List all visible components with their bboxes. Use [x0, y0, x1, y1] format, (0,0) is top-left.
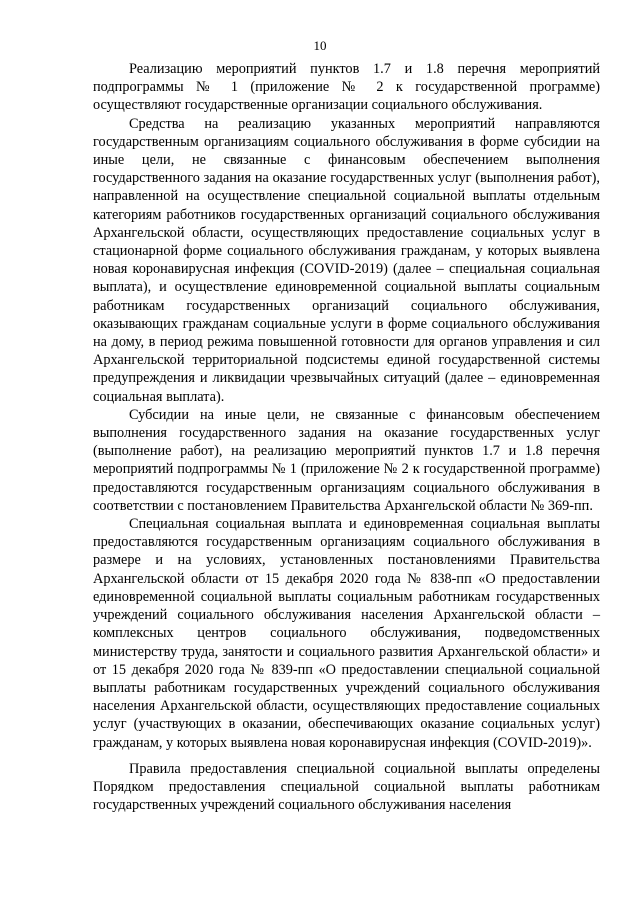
- paragraph-payment-rules: Правила предоставления специальной социальной выплаты определены Порядком предоставления специальной социальной выплаты работникам государственных учреждений социального обслуживания населения: [93, 760, 600, 814]
- paragraph-payment-conditions: Специальная социальная выплата и единовременная социальная выплаты предоставляются государственным организациям социального обслуживания в размере и на условиях, установленных постановлениями Правительства Архангельской области от 15 декабря 2020 года № 838-пп «О предоставлении единовременной социальной выплаты социальным работникам государственных учреждений социального обслуживания населения Архангельской области – комплексных центров социального обслуживания, подведомственных министерству труда, занятости и социального развития Архангельской области» и от 15 декабря 2020 года № 839-пп «О предоставлении специальной социальной выплаты работникам государственных учреждений социального обслуживания населения Архангельской области, осуществляющих предоставление социальных услуг (участвующих в оказании, обеспечивающих оказание социальных услуг) гражданам, у которых выявлена новая коронавирусная инфекция (COVID-2019)».: [93, 516, 600, 751]
- paragraph-funds-allocation: Средства на реализацию указанных мероприятий направляются государственным организациям социального обслуживания в форме субсидии на иные цели, не связанные с финансовым обеспечением выполнения государственного задания на оказание государственных услуг (выполнения работ), направленной на осуществление специальной социальной выплаты отдельным категориям работников государственных организаций социального обслуживания Архангельской области, осуществляющих предоставление социальных услуг в стационарной форме социального обслуживания гражданам, у которых выявлена новая коронавирусная инфекция (COVID-2019) (далее – специальная социальная выплата), и осуществление единовременной социальной выплаты социальным работникам государственных организаций социального обслуживания, оказывающих гражданам социальные услуги в форме социального обслуживания на дому, в период режима повышенной готовности для органов управления и сил Архангельской территориальной подсистемы единой государственной системы предупреждения и ликвидации чрезвычайных ситуаций (далее – единовременная социальная выплата).: [93, 115, 600, 405]
- paragraph-subsidies: Субсидии на иные цели, не связанные с финансовым обеспечением выполнения государственного задания на оказание государственных услуг (выполнение работ), на реализацию мероприятий пунктов 1.7 и 1.8 перечня мероприятий подпрограммы № 1 (приложение № 2 к государственной программе) предоставляются государственным организациям социального обслуживания в соответствии с постановлением Правительства Архангельской области № 369-пп.: [93, 406, 600, 514]
- page-number: 10: [313, 38, 327, 53]
- document-body: [93, 60, 600, 814]
- paragraph-implementation: Реализацию мероприятий пунктов 1.7 и 1.8 перечня мероприятий подпрограммы № 1 (приложение № 2 к государственной программе) осуществляют государственные организации социального обслуживания.: [93, 61, 600, 114]
